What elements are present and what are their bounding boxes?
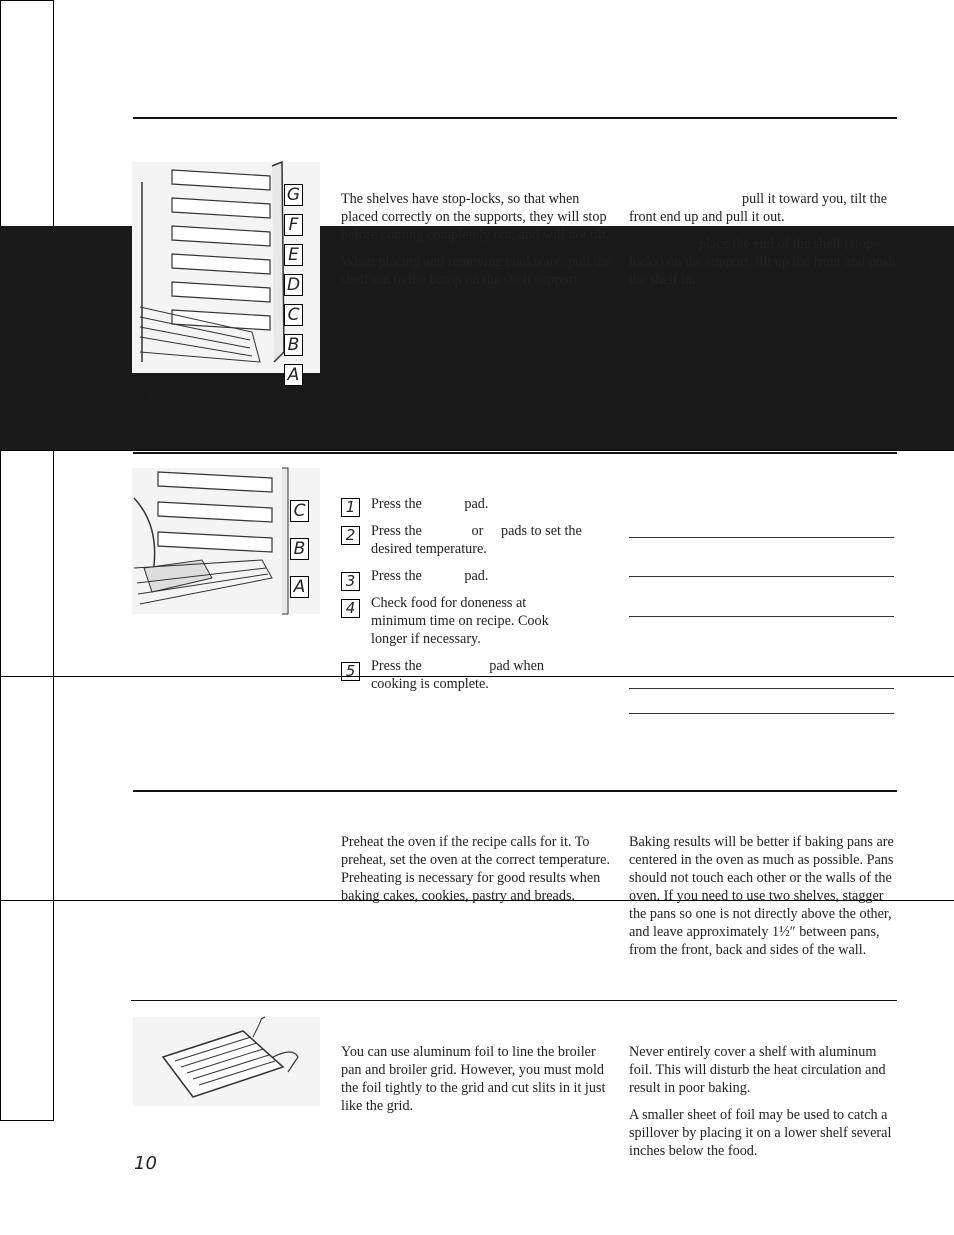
step-number: 1 [341,498,360,517]
pan-placement-text: Baking results will be better if baking pans are centered in the oven as much as possible. Pans should not touch each other or the walls of the oven. If you need to use two shelves, stagger the pans so one is not directly above the other, and leave approximately 1½″ between pans, from the front, back and sides of the wall. [629,834,894,958]
section-rule [131,1000,897,1001]
shelf-letter: E [284,244,303,266]
step-text: Press the pad. [371,568,489,584]
baking-shelf-illustration [132,468,320,614]
broiler-pan-foil-illustration [133,1017,320,1106]
shelf-letter: F [284,214,303,236]
caption-mark: ″ [198,396,203,408]
paragraph: The shelves have stop-locks, so that when placed correctly on the supports, they will stop before coming completely out, and will not tilt. [341,191,610,243]
paragraph: When placing and removing cookware, pull the shelf out to the bump on the shelf support. [341,254,611,288]
blank-line [629,537,894,538]
foil-left-text: You can use aluminum foil to line the broiler pan and broiler grid. However, you must mold the foil tightly to the grid and cut slits in it just like the grid. [341,1044,606,1114]
step-number: 5 [341,662,360,681]
section-rule [133,790,897,792]
step-text: Press the or pads to set the desired temperature. [371,523,586,557]
step-text: Press the pad. [371,496,489,512]
shelf-letter: D [284,274,303,296]
shelf-letter: A [290,576,309,598]
page-number: 10 [134,1153,157,1174]
blank-line [629,576,894,577]
section-rule [133,117,897,119]
shelves-middle-text [341,190,611,298]
paragraph: pull it toward you, tilt the front end up and pull it out. [629,191,888,225]
paragraph: Never entirely cover a shelf with aluminum foil. This will disturb the heat circulation and result in poor baking. [629,1044,886,1096]
step-text: Check food for doneness at minimum time on recipe. Cook longer if necessary. [371,595,549,647]
shelf-letter: G [284,184,303,206]
step-number: 3 [341,572,360,591]
side-tab-frame [0,0,54,1121]
blank-line [629,616,894,617]
oven-shelves-illustration [132,162,320,385]
caption-mark: ″ [148,392,153,404]
shelf-letter-column [284,184,304,386]
shelves-right-text [629,190,897,298]
blank-line [629,713,894,714]
paragraph: place the end of the shelf (stop-locks) on the support, tilt up the front and push the shelf in. [629,236,896,288]
shelf-letter: C [290,500,309,522]
shelf-letter: C [284,304,303,326]
paragraph: A smaller sheet of foil may be used to catch a spillover by placing it on a lower shelf several inches below the food. [629,1107,892,1159]
foil-right-text [629,1043,897,1169]
shelf-letter-column [290,500,310,598]
shelf-letter: B [284,334,303,356]
shelf-letter: A [284,364,303,386]
shelf-letter: B [290,538,309,560]
preheat-text: Preheat the oven if the recipe calls for it. To preheat, set the oven at the correct temperature. Preheating is necessary for good results when baking cakes, cookies, pastry and breads. [341,834,611,904]
broiler-pan-diagram [133,1017,320,1106]
step-number: 2 [341,526,360,545]
tab-divider [0,450,954,451]
section-rule [133,452,897,454]
step-number: 4 [341,599,360,618]
step-text: Press the pad when cooking is complete. [371,658,548,692]
blank-line [629,688,894,689]
